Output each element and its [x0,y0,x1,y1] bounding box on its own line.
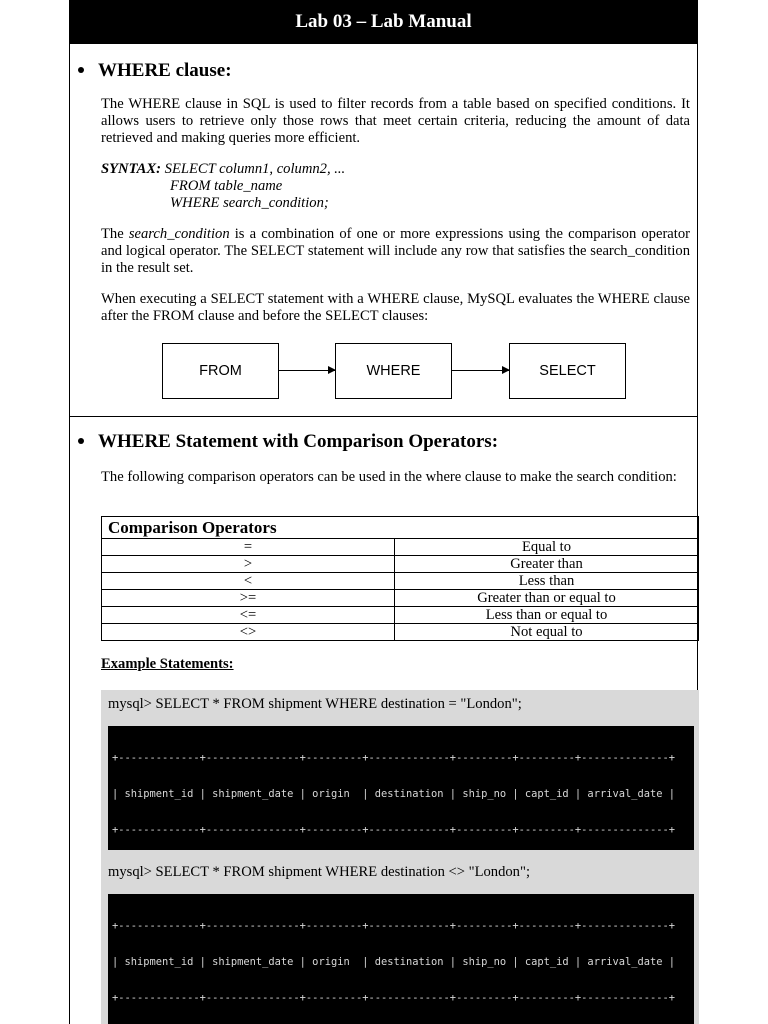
bullet-icon [78,438,84,444]
flow-where-box: WHERE [335,343,452,399]
evaluation-order-paragraph: When executing a SELECT statement with a WHERE clause, MySQL evaluates the WHERE clause after the FROM clause and before the SELECT clauses: [101,291,690,324]
terminal-line: +-------------+---------------+---------+-------------+---------+---------+--------------+ [112,992,676,1004]
syntax-line-2: FROM table_name [170,177,283,194]
terminal-line: +-------------+---------------+---------+-------------+---------+---------+--------------+ [112,752,676,764]
flow-arrow [279,370,335,371]
table-title: Comparison Operators [102,517,699,539]
operator-cell: = [102,539,395,556]
flow-select-box: SELECT [509,343,626,399]
description-cell: Equal to [395,539,699,556]
table-row [102,573,699,590]
where-intro-paragraph: The WHERE clause in SQL is used to filter records from a table based on specified conditions. It allows users to retrieve only those rows that meet certain criteria, reducing the amount of data retrieved and making queries more efficient. [101,96,690,146]
syntax-label: SYNTAX: [101,161,162,177]
syntax-line-3: WHERE search_condition; [170,194,329,211]
operator-cell: > [102,556,395,573]
description-cell: Less than or equal to [395,607,699,624]
operator-cell: < [102,573,395,590]
lab-manual-page [69,0,698,1024]
search-condition-paragraph [101,226,690,276]
comparison-operators-table [101,516,699,641]
table-row [102,539,699,556]
operator-cell: <> [102,624,395,641]
flow-arrow [452,370,509,371]
operator-cell: <= [102,607,395,624]
flow-from-box: FROM [162,343,279,399]
section-comparison-title [78,431,498,453]
section-title-text: WHERE clause: [98,60,232,81]
terminal-line: +-------------+---------------+---------+-------------+---------+---------+--------------+ [112,824,676,836]
operator-cell: >= [102,590,395,607]
section-title-text: WHERE Statement with Comparison Operators: [98,431,499,452]
section-divider [70,416,697,417]
bullet-icon [78,67,84,73]
example1-query: mysql> SELECT * FROM shipment WHERE destination = "London"; [108,696,522,712]
syntax-block [101,161,345,211]
section-where-clause-title [78,60,232,82]
table-row [102,624,699,641]
page-title: Lab 03 – Lab Manual [70,0,697,44]
table-row [102,556,699,573]
example-statements-title: Example Statements: [101,656,234,672]
comparison-intro-paragraph: The following comparison operators can be used in the where clause to make the search condition: [101,469,677,485]
para2-text-a: The [101,226,129,242]
description-cell: Greater than [395,556,699,573]
para2-text-b: is a combination of one or more expressions using the comparison operator and logical operator. The SELECT statement will include any row that satisfies the search_condition in the result set. [101,226,690,276]
terminal-line: | shipment_id | shipment_date | origin | destination | ship_no | capt_id | arrival_date | [112,956,676,968]
example2-query: mysql> SELECT * FROM shipment WHERE destination <> "London"; [108,864,530,880]
table-row [102,607,699,624]
example2-terminal-output [108,894,694,1024]
description-cell: Less than [395,573,699,590]
example1-terminal-output [108,726,694,850]
table-row [102,590,699,607]
description-cell: Not equal to [395,624,699,641]
para2-emphasis: search_condition [128,226,230,242]
description-cell: Greater than or equal to [395,590,699,607]
terminal-line: | shipment_id | shipment_date | origin | destination | ship_no | capt_id | arrival_date | [112,788,676,800]
terminal-line: +-------------+---------------+---------+-------------+---------+---------+--------------+ [112,920,676,932]
syntax-line-1: SELECT column1, column2, ... [164,161,346,177]
